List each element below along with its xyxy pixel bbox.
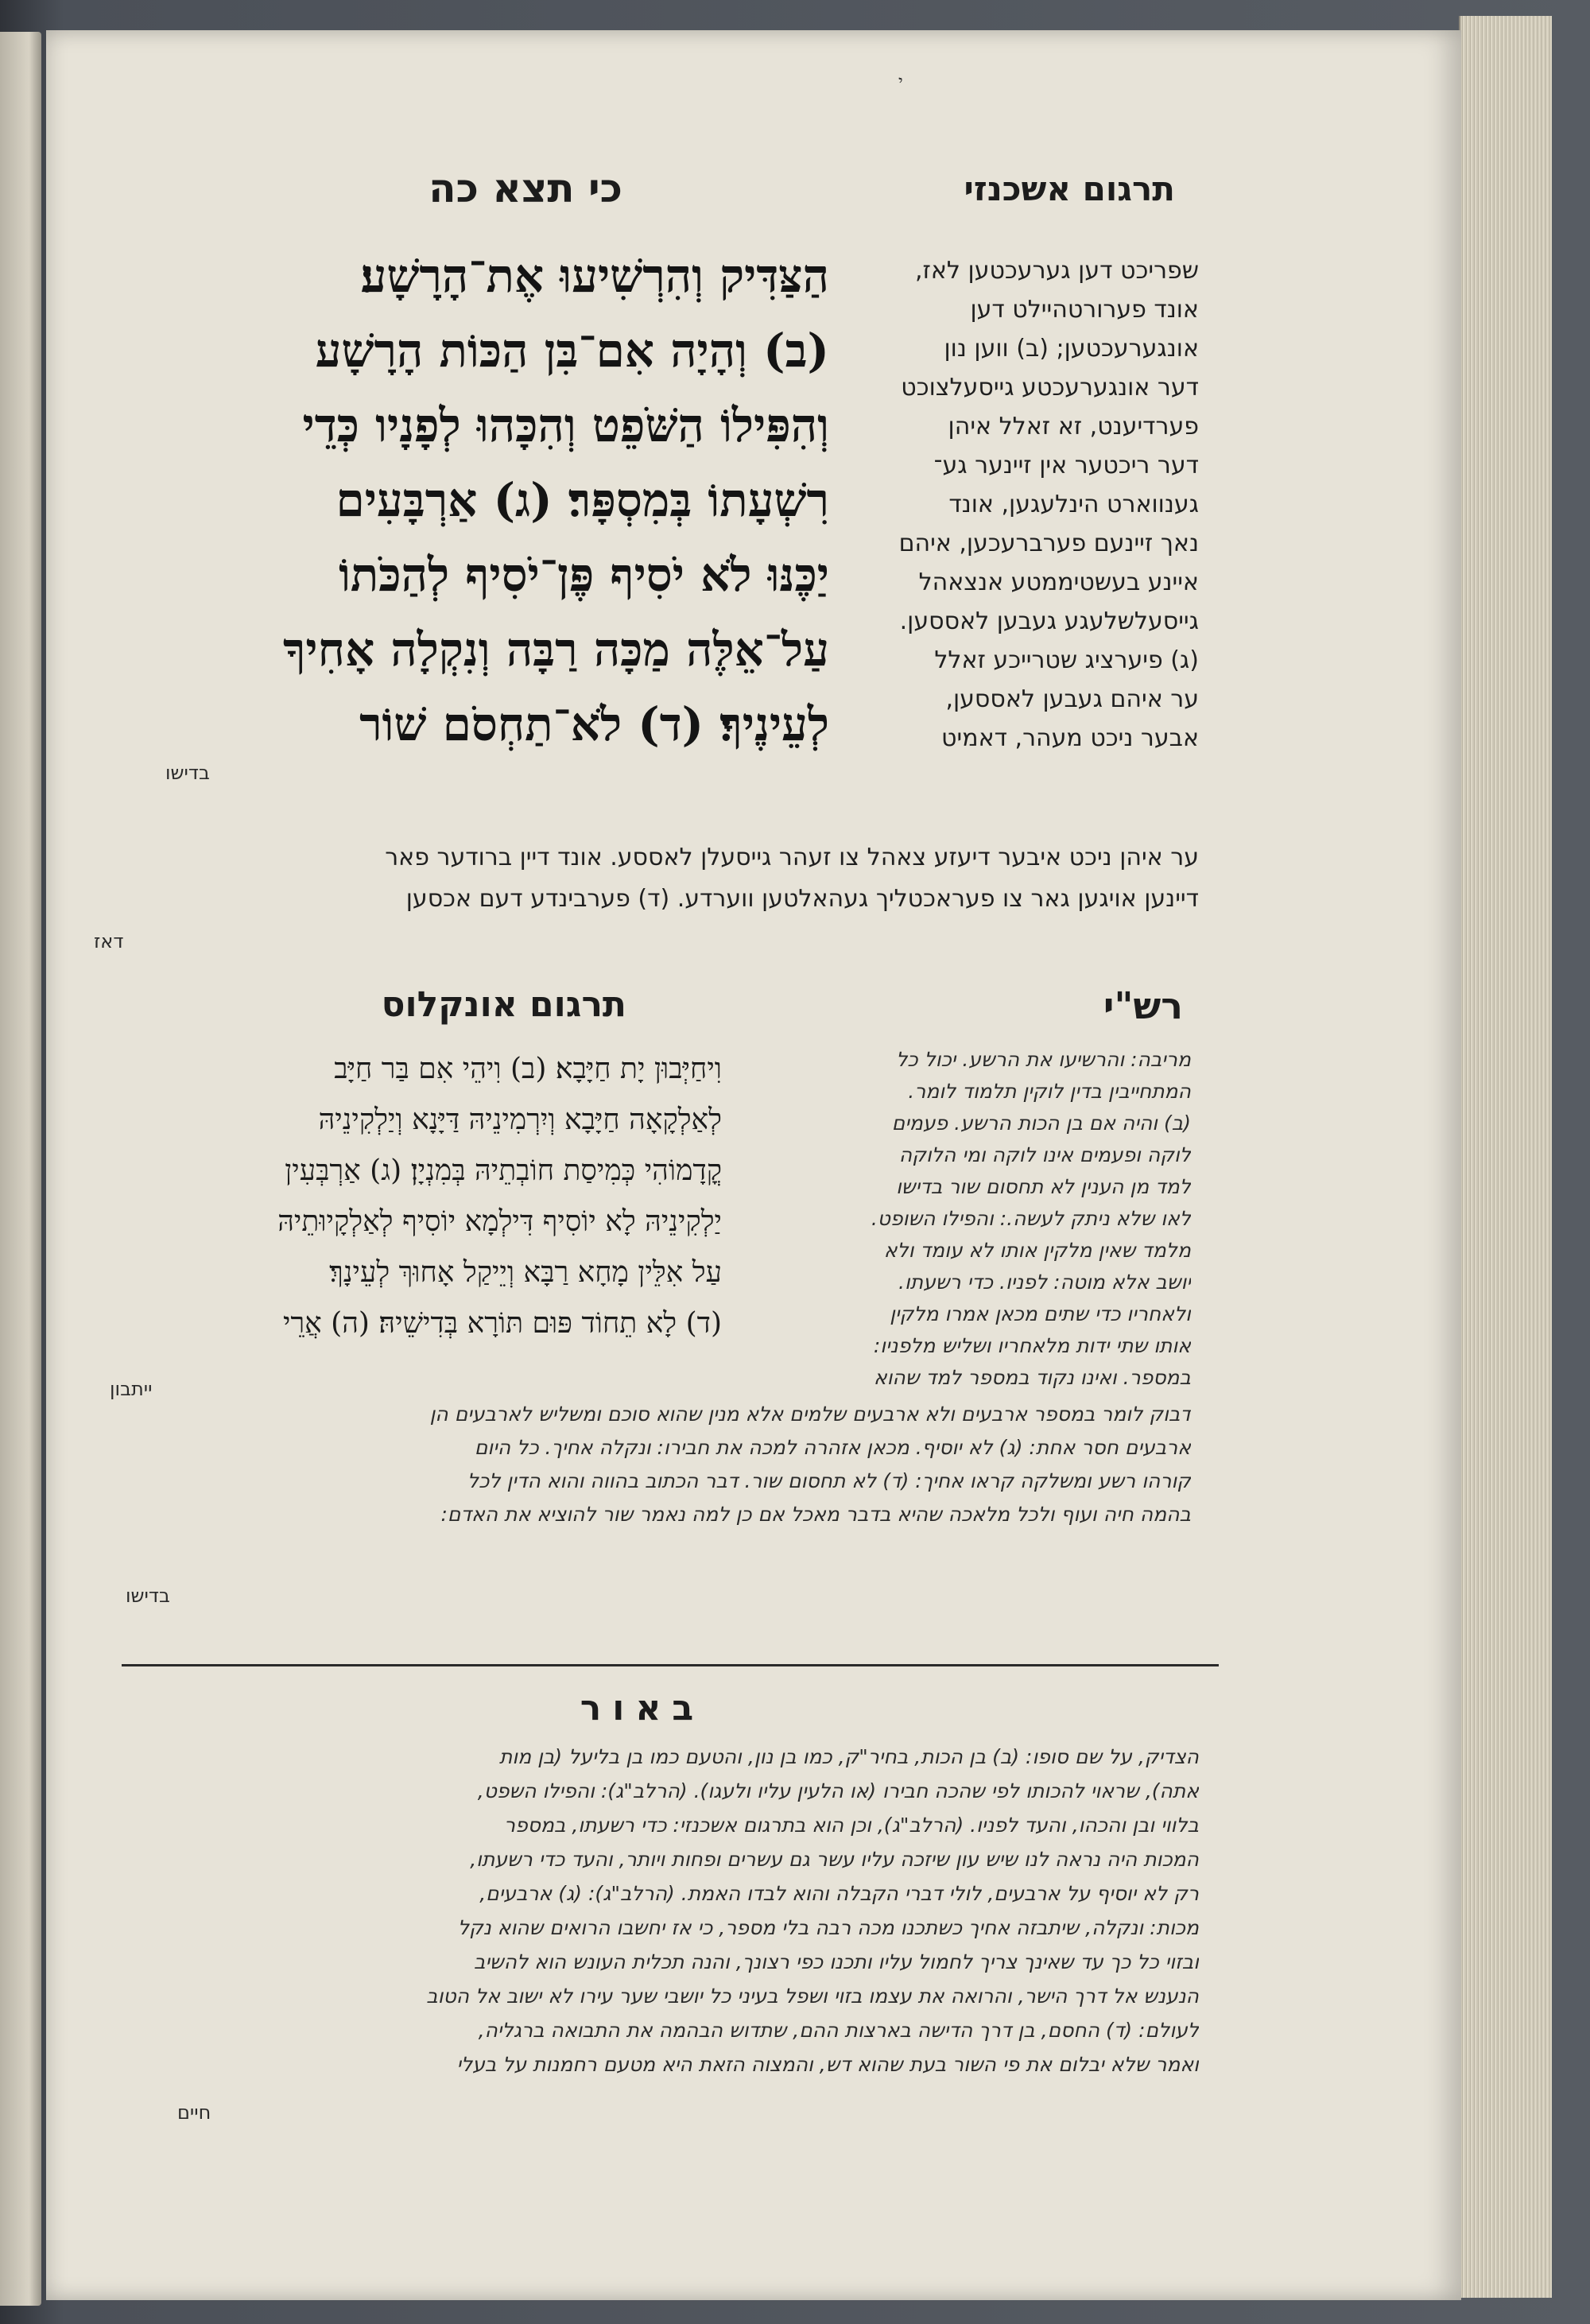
german-targum-column [841, 251, 1199, 758]
rashi-wide-line: בהמה חיה ועוף ולכל מלאכה שהיא בדבר מאכל אם כן למה נאמר שור להוציא את האדם: [440, 1503, 1191, 1526]
rashi-line: המתחייבין בדין לוקין תלמוד לומר. [908, 1080, 1191, 1103]
torah-line: רִשְׁעָתוֹ בְּמִסְפָּר׃ (ג) אַרְבָּעִים [335, 473, 829, 527]
onkelos-catchword: ייתבון [110, 1378, 153, 1400]
biur-line: הצדיק, על שם סופו: (ב) בן הכות, בחיר"ק, כמו בן נון, והטעם כמו בן בליעל (בן מות [499, 1745, 1199, 1768]
rashi-line: לאו שלא ניתק לעשה.: והפילו השופט. [871, 1207, 1191, 1230]
onkelos-line: לְאַלְקָאָה חַיָּבָא וְיִרְמִינֵיהּ דַּיָּנָא וְיַלְקִינֵיהּ [318, 1104, 722, 1136]
rashi-wide [78, 1398, 1191, 1531]
biur-line: ובזוי כל כך עד שאינך צריך לחמול עליו ותכנו כפי רצונך, והנה תכלית העונש הוא להשיב [474, 1950, 1199, 1973]
biur-title: באור [580, 1688, 705, 1728]
biur-line: הנענש אל דרך הישר, והרואה את עצמו בזוי ושפל בעיני כל יושבי שער עירו לא ישוב אל הטוב [426, 1985, 1199, 2008]
rashi-wide-line: קורהו רשע ומשלקה קראו אחיך: (ד) לא תחסום שור. דבר הכתוב בהווה והוא הדין לכל [467, 1469, 1191, 1492]
rashi-line: מריבה: והרשיעו את הרשע. יכול כל [896, 1048, 1191, 1071]
targum-line: דער אונגערעכטע גייסעלצוכט [901, 374, 1199, 402]
onkelos-line: יַלְקִינֵיהּ לָא יוֹסִיף דִּילְמָא יוֹסִיף לְאַלְקָיוּתֵיהּ [277, 1205, 722, 1238]
biur-line: רק לא יוסיף על ארבעים, לולי דברי הקבלה והוא לבדו האמת. (הרלב"ג): (ג) ארבעים, [479, 1882, 1199, 1905]
book-page [46, 30, 1461, 2300]
targum-wide-line: דיינען אויגען גאר צו פעראכטליך געהאלטען ווערדע. (ד) פערבינדע דעם אכסען [405, 885, 1199, 913]
rashi-line: יושב אלא מוטה: לפניו. כדי רשעתו. [898, 1271, 1191, 1294]
targum-line: אבער ניכט מעהר, דאמיט [941, 724, 1199, 752]
biur-column [78, 1740, 1199, 2082]
targum-line: (ג) פיערציג שטרייכע זאלל [934, 646, 1199, 674]
biur-line: ואמר שלא יבלום את פי השור בעת שהוא דש, והמצוה הזאת היא מטעם רחמנות על בעלי [456, 2053, 1199, 2076]
section-divider [122, 1664, 1219, 1666]
targum-wide-line: ער איהן ניכט איבער דיעזע צאהל צו זעהר גייסעלן לאססע. אונד דיין ברודער פאר [385, 844, 1199, 871]
signature-mark: י [898, 72, 903, 92]
torah-line: יַכֶּנּוּ לֹא יֹסִיף פֶּן־יֹסִיף לְהַכֹּתוֹ [339, 548, 829, 602]
rashi-title: רש"י [1103, 984, 1183, 1027]
torah-line: וְהִפִּילוֹ הַשֹּׁפֵט וְהִכָּהוּ לְפָנָיו כְּדֵי [302, 398, 829, 452]
targum-line: דער ריכטער אין זיינער גע־ [933, 452, 1199, 479]
onkelos-line: עַל אִלֵּין מָחָא רַבָּא וְיֵיקַל אָחוּךְ לְעֵינָךְ׃ [329, 1256, 722, 1289]
targum-line: אונד פערורטהיילט דען [970, 296, 1199, 324]
biur-line: בלווי ובן והכהו, והעד לפניו. (הרלב"ג), וכן הוא בתרגום אשכנזי: כדי רשעתו, במספר [504, 1814, 1199, 1837]
rashi-line: למד מן הענין לא תחסום שור בדישו [896, 1175, 1191, 1198]
rashi-wide-line: דבוק לומר במספר ארבעים ולא ארבעים שלמים אלא מנין שהוא סוכם ומשליש לארבעים הן [429, 1403, 1191, 1426]
torah-catchword: בדישו [165, 762, 210, 784]
targum-line: ער איהם געבען לאססען, [945, 685, 1199, 713]
targum-line: אונגערעכטען; (ב) ווען נון [944, 335, 1199, 363]
rashi-line: לוקה ופעמים אינו לוקה ומי הלוקה [898, 1143, 1191, 1166]
biur-line: מכות: ונקלה, שיתבזה אחיך כשתכנו מכה רבה בלי מספר, כי אז יחשבו הרואים שהוא נקל [457, 1916, 1199, 1939]
torah-line: הַצַּדִּיק וְהִרְשִׁיעוּ אֶת־הָרָשָׁע׃ [360, 249, 829, 303]
german-targum-title: תרגום אשכנזי [964, 169, 1175, 208]
biur-catchword: חיים [177, 2101, 211, 2124]
rashi-column [746, 1044, 1191, 1394]
rashi-wide-line: ארבעים חסר אחת: (ג) לא יוסיף. מכאן אזהרה למכה את חבירו: ונקלה אחיך. כל היום [474, 1436, 1191, 1459]
biur-line: לעולם: (ד) החסם, בן דרך הדישה בארצות ההם, שתדוש הבהמה את התבואה ברגליה, [478, 2019, 1199, 2042]
rashi-line: אותו שתי ידות מלאחריו ושליש מלפניו: [873, 1334, 1191, 1357]
onkelos-line: (ד) לָא תֵחוֹד פּוּם תּוֹרָא בְּדִישֵׁיהּ׃ (ה) אֲרֵי [283, 1307, 722, 1340]
onkelos-line: קֳדָמוֹהִי כְּמִיסַת חוֹבְתֵיהּ בְּמִנְיָן׃ (ג) אַרְבְּעִין [285, 1154, 722, 1187]
torah-text-block [90, 239, 829, 762]
targum-line: פערדיענט, זא זאלל איהן [948, 413, 1199, 440]
rashi-line: ולאחריו כדי שתים מכאן אמרו מלקין [890, 1302, 1191, 1325]
rashi-line: מלמד שאין מלקין אותו לא עומד ולא [883, 1239, 1191, 1262]
torah-line: לְעֵינֶיךָ׃ (ד) לֹא־תַחְסֹם שׁוֹר [359, 697, 829, 751]
rashi-catchword: בדישו [126, 1585, 170, 1607]
onkelos-title: תרגום אונקלוס [381, 984, 626, 1025]
targum-line: נאך זיינעם פערברעכען, איהם [898, 530, 1199, 557]
torah-line: (ב) וְהָיָה אִם־בִּן הַכּוֹת הָרָשָׁע [315, 324, 829, 378]
onkelos-column [78, 1044, 722, 1349]
rashi-line: (ב) והיה אם בן הכות הרשע. פעמים [891, 1112, 1191, 1135]
torah-line: עַל־אֵלֶּה מַכָּה רַבָּה וְנִקְלָה אָחִיךָ [282, 623, 829, 677]
biur-line: המכות היה נראה לנו שיש עון שיזכה עליו עשר גם עשרים ופחות ויותר, והעד כדי רשעתו, [470, 1848, 1199, 1871]
targum-catchword: דאז [94, 930, 124, 952]
targum-line: גייסעלשלעגע געבען לאססען. [899, 607, 1199, 635]
parasha-title: כי תצא כה [429, 165, 622, 211]
onkelos-line: וִיחַיְּבוּן יָת חַיָּבָא׃ (ב) וִיהֵי אִם בַּר חַיָּב [334, 1053, 722, 1085]
targum-line: שפריכט דען גערעכטען לאז, [914, 257, 1199, 285]
targum-line: איינע בעשטיממטע אנצאהל [918, 568, 1199, 596]
facing-page-edge [0, 32, 41, 2306]
biur-line: אתה), שראוי להכותו לפי שהכה חבירו (או הלעין עליו ולעגו). (הרלב"ג): והפילו השפט, [477, 1779, 1199, 1802]
targum-line: גענווארט הינלעגען, אונד [948, 491, 1199, 518]
rashi-line: במספר. ואינו נקוד במספר למד שהוא [874, 1366, 1191, 1389]
book-fore-edge [1459, 16, 1552, 2298]
german-targum-wide [78, 837, 1199, 920]
